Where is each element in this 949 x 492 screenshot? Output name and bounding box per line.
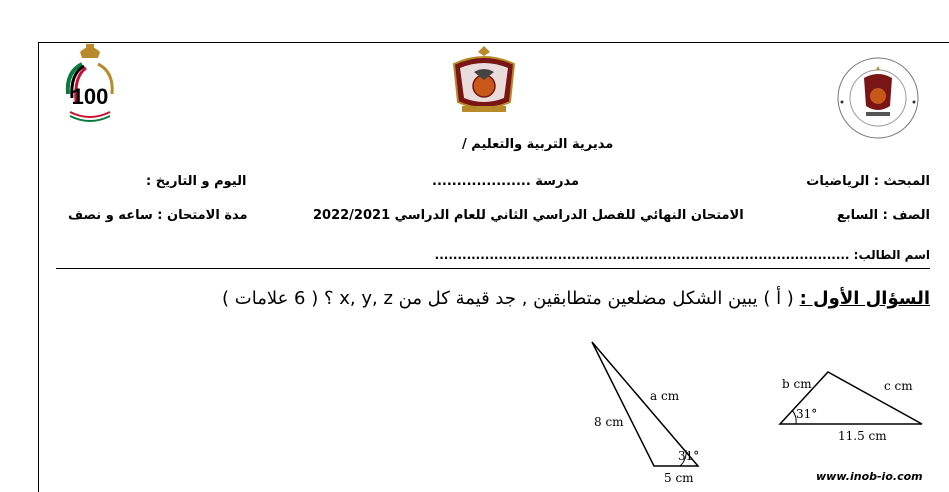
- hyp-label: a cm: [650, 389, 680, 403]
- triangle-figure-right: [772, 356, 932, 446]
- right-b-label: b cm: [782, 377, 812, 391]
- exam-title: الامتحان النهائي للفصل الدراسي الثاني للعام الدراسي 2022/2021: [313, 208, 744, 223]
- date-label: اليوم و التاريخ :: [146, 174, 247, 189]
- centennial-logo: [56, 42, 124, 130]
- right-base-label: 11.5 cm: [838, 429, 887, 443]
- school-label: مدرسة ....................: [432, 174, 580, 189]
- question-text: ( أ ) يبين الشكل مضلعين متطابقين , جد قيمة كل من x, y, z ؟ ( 6 علامات ): [222, 288, 794, 309]
- header-separator: [56, 268, 930, 269]
- question-line: [222, 288, 930, 309]
- right-c-label: c cm: [884, 379, 913, 393]
- subject-label: المبحث : الرياضيات: [806, 174, 930, 189]
- triangle-figure-left: [586, 336, 726, 486]
- angle-label: 31°: [678, 449, 700, 463]
- duration-label: مدة الامتحان : ساعه و نصف: [68, 208, 248, 223]
- coat-of-arms-logo: [444, 44, 524, 116]
- watermark-text: www.inob-io.com: [816, 470, 923, 483]
- base-label: 5 cm: [664, 471, 694, 485]
- question-title: السؤال الأول :: [799, 288, 930, 309]
- directorate-heading: مديرية التربية والتعليم /: [462, 137, 614, 152]
- ministry-seal-logo: [836, 56, 920, 140]
- centennial-number: 100: [71, 84, 109, 109]
- left-side-label: 8 cm: [594, 415, 624, 429]
- page-border-left: [38, 42, 39, 492]
- right-angle-label: 31°: [796, 407, 818, 421]
- student-name-line: اسم الطالب: ...........................................................................................: [434, 248, 930, 262]
- page-border-top: [38, 42, 949, 43]
- grade-label: الصف : السابع: [836, 208, 930, 223]
